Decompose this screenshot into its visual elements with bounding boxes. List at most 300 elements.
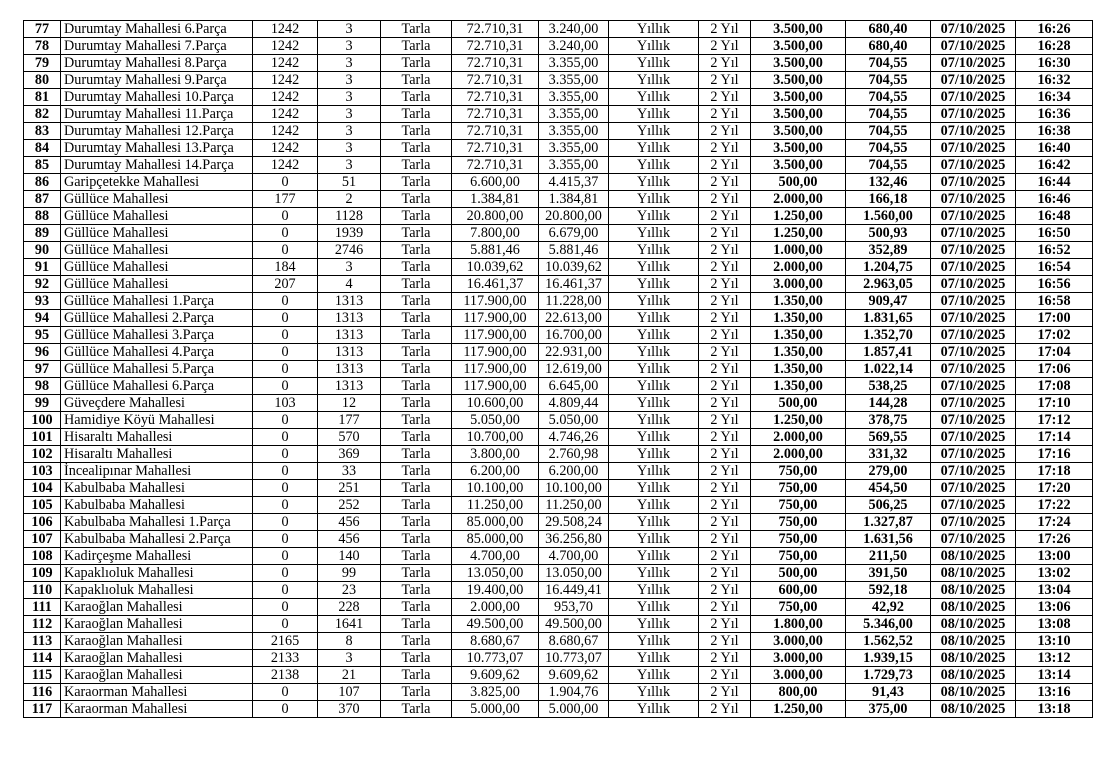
auction-date: 08/10/2025: [931, 684, 1016, 701]
parcel-number: 456: [318, 531, 381, 548]
lease-type: Yıllık: [609, 157, 699, 174]
lease-area: 8.680,67: [539, 633, 609, 650]
auction-time: 16:28: [1016, 38, 1093, 55]
lease-area: 6.645,00: [539, 378, 609, 395]
table-row: [24, 531, 1093, 548]
estimated-price: 1.022,14: [846, 361, 931, 378]
lease-duration: 2 Yıl: [699, 684, 751, 701]
land-type: Tarla: [381, 327, 452, 344]
row-number: 79: [24, 55, 61, 72]
block-number: 0: [253, 480, 318, 497]
auction-time: 13:10: [1016, 633, 1093, 650]
block-number: 1242: [253, 55, 318, 72]
unit-price: 1.350,00: [751, 327, 846, 344]
unit-price: 750,00: [751, 599, 846, 616]
parcel-number: 4: [318, 276, 381, 293]
parcel-number: 12: [318, 395, 381, 412]
lease-duration: 2 Yıl: [699, 55, 751, 72]
neighborhood-name: Karaoğlan Mahallesi: [61, 616, 253, 633]
lease-area: 12.619,00: [539, 361, 609, 378]
land-type: Tarla: [381, 514, 452, 531]
estimated-price: 538,25: [846, 378, 931, 395]
table-row: [24, 412, 1093, 429]
lease-duration: 2 Yıl: [699, 106, 751, 123]
auction-time: 16:50: [1016, 225, 1093, 242]
land-type: Tarla: [381, 650, 452, 667]
table-row: [24, 157, 1093, 174]
block-number: 0: [253, 361, 318, 378]
deed-area: 11.250,00: [452, 497, 539, 514]
block-number: 0: [253, 208, 318, 225]
neighborhood-name: Hisaraltı Mahallesi: [61, 429, 253, 446]
auction-time: 17:06: [1016, 361, 1093, 378]
land-type: Tarla: [381, 531, 452, 548]
row-number: 97: [24, 361, 61, 378]
lease-type: Yıllık: [609, 497, 699, 514]
table-body: [24, 21, 1093, 718]
unit-price: 3.500,00: [751, 21, 846, 38]
auction-date: 07/10/2025: [931, 191, 1016, 208]
table-row: [24, 684, 1093, 701]
table-row: [24, 548, 1093, 565]
deed-area: 5.050,00: [452, 412, 539, 429]
lease-duration: 2 Yıl: [699, 174, 751, 191]
lease-type: Yıllık: [609, 89, 699, 106]
block-number: 1242: [253, 106, 318, 123]
row-number: 104: [24, 480, 61, 497]
neighborhood-name: Durumtay Mahallesi 6.Parça: [61, 21, 253, 38]
block-number: 0: [253, 599, 318, 616]
auction-date: 08/10/2025: [931, 633, 1016, 650]
block-number: 2138: [253, 667, 318, 684]
auction-date: 07/10/2025: [931, 395, 1016, 412]
auction-date: 08/10/2025: [931, 701, 1016, 718]
auction-date: 07/10/2025: [931, 497, 1016, 514]
parcel-number: 3: [318, 140, 381, 157]
table-row: [24, 616, 1093, 633]
lease-duration: 2 Yıl: [699, 582, 751, 599]
parcel-number: 3: [318, 259, 381, 276]
parcel-number: 3: [318, 157, 381, 174]
lease-duration: 2 Yıl: [699, 293, 751, 310]
lease-duration: 2 Yıl: [699, 378, 751, 395]
row-number: 101: [24, 429, 61, 446]
neighborhood-name: Güveçdere Mahallesi: [61, 395, 253, 412]
lease-type: Yıllık: [609, 667, 699, 684]
auction-time: 13:18: [1016, 701, 1093, 718]
lease-duration: 2 Yıl: [699, 514, 751, 531]
lease-type: Yıllık: [609, 191, 699, 208]
unit-price: 1.250,00: [751, 701, 846, 718]
unit-price: 3.500,00: [751, 72, 846, 89]
row-number: 88: [24, 208, 61, 225]
row-number: 84: [24, 140, 61, 157]
auction-date: 07/10/2025: [931, 327, 1016, 344]
lease-type: Yıllık: [609, 55, 699, 72]
auction-date: 07/10/2025: [931, 259, 1016, 276]
deed-area: 10.100,00: [452, 480, 539, 497]
row-number: 94: [24, 310, 61, 327]
auction-time: 13:08: [1016, 616, 1093, 633]
neighborhood-name: Durumtay Mahallesi 9.Parça: [61, 72, 253, 89]
lease-duration: 2 Yıl: [699, 599, 751, 616]
lease-duration: 2 Yıl: [699, 191, 751, 208]
lease-type: Yıllık: [609, 378, 699, 395]
neighborhood-name: Güllüce Mahallesi: [61, 259, 253, 276]
block-number: 2165: [253, 633, 318, 650]
auction-date: 07/10/2025: [931, 514, 1016, 531]
lease-duration: 2 Yıl: [699, 310, 751, 327]
auction-date: 07/10/2025: [931, 106, 1016, 123]
auction-date: 07/10/2025: [931, 89, 1016, 106]
estimated-price: 1.352,70: [846, 327, 931, 344]
land-type: Tarla: [381, 191, 452, 208]
block-number: 0: [253, 582, 318, 599]
block-number: 184: [253, 259, 318, 276]
deed-area: 72.710,31: [452, 55, 539, 72]
deed-area: 117.900,00: [452, 361, 539, 378]
block-number: 0: [253, 174, 318, 191]
deed-area: 13.050,00: [452, 565, 539, 582]
lease-duration: 2 Yıl: [699, 650, 751, 667]
deed-area: 72.710,31: [452, 140, 539, 157]
auction-time: 16:42: [1016, 157, 1093, 174]
lease-area: 16.461,37: [539, 276, 609, 293]
neighborhood-name: Kadirçeşme Mahallesi: [61, 548, 253, 565]
lease-type: Yıllık: [609, 344, 699, 361]
lease-duration: 2 Yıl: [699, 89, 751, 106]
lease-duration: 2 Yıl: [699, 531, 751, 548]
lease-type: Yıllık: [609, 548, 699, 565]
row-number: 109: [24, 565, 61, 582]
lease-type: Yıllık: [609, 531, 699, 548]
lease-area: 9.609,62: [539, 667, 609, 684]
block-number: 1242: [253, 21, 318, 38]
parcel-number: 1313: [318, 344, 381, 361]
lease-type: Yıllık: [609, 412, 699, 429]
neighborhood-name: Karaoğlan Mahallesi: [61, 633, 253, 650]
lease-duration: 2 Yıl: [699, 38, 751, 55]
neighborhood-name: Güllüce Mahallesi 2.Parça: [61, 310, 253, 327]
lease-duration: 2 Yıl: [699, 565, 751, 582]
parcel-number: 1128: [318, 208, 381, 225]
neighborhood-name: İncealipınar Mahallesi: [61, 463, 253, 480]
block-number: 0: [253, 293, 318, 310]
auction-date: 07/10/2025: [931, 157, 1016, 174]
neighborhood-name: Güllüce Mahallesi: [61, 276, 253, 293]
auction-date: 08/10/2025: [931, 616, 1016, 633]
land-type: Tarla: [381, 701, 452, 718]
deed-area: 6.600,00: [452, 174, 539, 191]
lease-duration: 2 Yıl: [699, 21, 751, 38]
parcel-number: 252: [318, 497, 381, 514]
table-row: [24, 446, 1093, 463]
table-row: [24, 38, 1093, 55]
lease-area: 11.250,00: [539, 497, 609, 514]
estimated-price: 454,50: [846, 480, 931, 497]
lease-type: Yıllık: [609, 21, 699, 38]
table-row: [24, 514, 1093, 531]
parcel-number: 23: [318, 582, 381, 599]
neighborhood-name: Hisaraltı Mahallesi: [61, 446, 253, 463]
lease-duration: 2 Yıl: [699, 429, 751, 446]
table-row: [24, 378, 1093, 395]
lease-area: 6.200,00: [539, 463, 609, 480]
lease-type: Yıllık: [609, 463, 699, 480]
lease-area: 10.100,00: [539, 480, 609, 497]
parcel-number: 21: [318, 667, 381, 684]
estimated-price: 704,55: [846, 55, 931, 72]
auction-time: 16:54: [1016, 259, 1093, 276]
deed-area: 49.500,00: [452, 616, 539, 633]
table-row: [24, 667, 1093, 684]
row-number: 102: [24, 446, 61, 463]
land-type: Tarla: [381, 174, 452, 191]
unit-price: 1.350,00: [751, 361, 846, 378]
lease-area: 10.773,07: [539, 650, 609, 667]
lease-type: Yıllık: [609, 701, 699, 718]
auction-time: 16:34: [1016, 89, 1093, 106]
deed-area: 2.000,00: [452, 599, 539, 616]
deed-area: 72.710,31: [452, 72, 539, 89]
estimated-price: 391,50: [846, 565, 931, 582]
table-row: [24, 395, 1093, 412]
estimated-price: 704,55: [846, 72, 931, 89]
auction-date: 07/10/2025: [931, 378, 1016, 395]
row-number: 89: [24, 225, 61, 242]
deed-area: 5.000,00: [452, 701, 539, 718]
deed-area: 72.710,31: [452, 38, 539, 55]
lease-type: Yıllık: [609, 395, 699, 412]
land-type: Tarla: [381, 684, 452, 701]
lease-duration: 2 Yıl: [699, 616, 751, 633]
auction-time: 13:16: [1016, 684, 1093, 701]
deed-area: 72.710,31: [452, 89, 539, 106]
land-type: Tarla: [381, 565, 452, 582]
lease-area: 3.355,00: [539, 89, 609, 106]
lease-area: 20.800,00: [539, 208, 609, 225]
table-row: [24, 310, 1093, 327]
estimated-price: 144,28: [846, 395, 931, 412]
table-row: [24, 89, 1093, 106]
lease-duration: 2 Yıl: [699, 157, 751, 174]
lease-area: 1.384,81: [539, 191, 609, 208]
land-type: Tarla: [381, 344, 452, 361]
lease-area: 3.355,00: [539, 72, 609, 89]
unit-price: 1.350,00: [751, 310, 846, 327]
row-number: 117: [24, 701, 61, 718]
unit-price: 600,00: [751, 582, 846, 599]
land-type: Tarla: [381, 293, 452, 310]
deed-area: 3.825,00: [452, 684, 539, 701]
auction-time: 17:10: [1016, 395, 1093, 412]
deed-area: 5.881,46: [452, 242, 539, 259]
lease-type: Yıllık: [609, 106, 699, 123]
land-type: Tarla: [381, 548, 452, 565]
auction-time: 17:22: [1016, 497, 1093, 514]
estimated-price: 42,92: [846, 599, 931, 616]
estimated-price: 569,55: [846, 429, 931, 446]
estimated-price: 331,32: [846, 446, 931, 463]
lease-type: Yıllık: [609, 361, 699, 378]
lease-duration: 2 Yıl: [699, 463, 751, 480]
row-number: 87: [24, 191, 61, 208]
parcel-number: 3: [318, 38, 381, 55]
neighborhood-name: Karaoğlan Mahallesi: [61, 599, 253, 616]
unit-price: 500,00: [751, 395, 846, 412]
lease-area: 22.931,00: [539, 344, 609, 361]
auction-date: 07/10/2025: [931, 55, 1016, 72]
row-number: 80: [24, 72, 61, 89]
auction-date: 07/10/2025: [931, 242, 1016, 259]
neighborhood-name: Durumtay Mahallesi 7.Parça: [61, 38, 253, 55]
lease-type: Yıllık: [609, 72, 699, 89]
neighborhood-name: Güllüce Mahallesi 3.Parça: [61, 327, 253, 344]
auction-time: 16:38: [1016, 123, 1093, 140]
table-row: [24, 497, 1093, 514]
lease-area: 16.449,41: [539, 582, 609, 599]
lease-duration: 2 Yıl: [699, 395, 751, 412]
estimated-price: 1.857,41: [846, 344, 931, 361]
table-row: [24, 599, 1093, 616]
table-row: [24, 208, 1093, 225]
table-row: [24, 72, 1093, 89]
row-number: 103: [24, 463, 61, 480]
parcel-number: 370: [318, 701, 381, 718]
table-row: [24, 55, 1093, 72]
lease-area: 13.050,00: [539, 565, 609, 582]
row-number: 83: [24, 123, 61, 140]
block-number: 0: [253, 548, 318, 565]
lease-area: 36.256,80: [539, 531, 609, 548]
auction-time: 13:14: [1016, 667, 1093, 684]
table-row: [24, 174, 1093, 191]
auction-time: 16:48: [1016, 208, 1093, 225]
unit-price: 1.000,00: [751, 242, 846, 259]
unit-price: 3.500,00: [751, 38, 846, 55]
lease-duration: 2 Yıl: [699, 208, 751, 225]
neighborhood-name: Güllüce Mahallesi: [61, 191, 253, 208]
lease-duration: 2 Yıl: [699, 344, 751, 361]
neighborhood-name: Güllüce Mahallesi 4.Parça: [61, 344, 253, 361]
table-row: [24, 21, 1093, 38]
neighborhood-name: Kabulbaba Mahallesi: [61, 480, 253, 497]
unit-price: 3.000,00: [751, 633, 846, 650]
lease-area: 3.355,00: [539, 157, 609, 174]
unit-price: 3.500,00: [751, 55, 846, 72]
table-row: [24, 259, 1093, 276]
lease-type: Yıllık: [609, 616, 699, 633]
parcel-number: 99: [318, 565, 381, 582]
unit-price: 750,00: [751, 514, 846, 531]
estimated-price: 1.327,87: [846, 514, 931, 531]
deed-area: 85.000,00: [452, 531, 539, 548]
estimated-price: 1.631,56: [846, 531, 931, 548]
row-number: 78: [24, 38, 61, 55]
row-number: 81: [24, 89, 61, 106]
parcel-number: 570: [318, 429, 381, 446]
block-number: 0: [253, 412, 318, 429]
auction-date: 07/10/2025: [931, 123, 1016, 140]
lease-area: 3.355,00: [539, 106, 609, 123]
row-number: 85: [24, 157, 61, 174]
unit-price: 500,00: [751, 174, 846, 191]
land-type: Tarla: [381, 412, 452, 429]
parcel-number: 1641: [318, 616, 381, 633]
estimated-price: 704,55: [846, 89, 931, 106]
lease-area: 5.881,46: [539, 242, 609, 259]
auction-date: 08/10/2025: [931, 565, 1016, 582]
row-number: 93: [24, 293, 61, 310]
neighborhood-name: Durumtay Mahallesi 11.Parça: [61, 106, 253, 123]
auction-date: 07/10/2025: [931, 276, 1016, 293]
deed-area: 16.461,37: [452, 276, 539, 293]
table-row: [24, 140, 1093, 157]
auction-time: 17:00: [1016, 310, 1093, 327]
table-row: [24, 225, 1093, 242]
unit-price: 1.250,00: [751, 412, 846, 429]
auction-time: 13:06: [1016, 599, 1093, 616]
deed-area: 72.710,31: [452, 106, 539, 123]
estimated-price: 211,50: [846, 548, 931, 565]
lease-type: Yıllık: [609, 276, 699, 293]
neighborhood-name: Durumtay Mahallesi 8.Parça: [61, 55, 253, 72]
auction-time: 17:12: [1016, 412, 1093, 429]
deed-area: 9.609,62: [452, 667, 539, 684]
table-row: [24, 565, 1093, 582]
land-type: Tarla: [381, 599, 452, 616]
lease-type: Yıllık: [609, 480, 699, 497]
unit-price: 750,00: [751, 463, 846, 480]
land-type: Tarla: [381, 497, 452, 514]
auction-date: 07/10/2025: [931, 38, 1016, 55]
deed-area: 1.384,81: [452, 191, 539, 208]
lease-type: Yıllık: [609, 446, 699, 463]
deed-area: 117.900,00: [452, 310, 539, 327]
neighborhood-name: Karaoğlan Mahallesi: [61, 650, 253, 667]
table-row: [24, 361, 1093, 378]
deed-area: 10.700,00: [452, 429, 539, 446]
unit-price: 800,00: [751, 684, 846, 701]
land-type: Tarla: [381, 667, 452, 684]
parcel-number: 1313: [318, 361, 381, 378]
deed-area: 20.800,00: [452, 208, 539, 225]
land-type: Tarla: [381, 242, 452, 259]
unit-price: 2.000,00: [751, 191, 846, 208]
estimated-price: 132,46: [846, 174, 931, 191]
deed-area: 85.000,00: [452, 514, 539, 531]
block-number: 1242: [253, 89, 318, 106]
unit-price: 1.250,00: [751, 208, 846, 225]
block-number: 0: [253, 616, 318, 633]
lease-area: 49.500,00: [539, 616, 609, 633]
land-type: Tarla: [381, 72, 452, 89]
land-type: Tarla: [381, 446, 452, 463]
lease-duration: 2 Yıl: [699, 242, 751, 259]
auction-time: 13:02: [1016, 565, 1093, 582]
lease-type: Yıllık: [609, 242, 699, 259]
unit-price: 1.800,00: [751, 616, 846, 633]
deed-area: 7.800,00: [452, 225, 539, 242]
land-type: Tarla: [381, 106, 452, 123]
estimated-price: 592,18: [846, 582, 931, 599]
estimated-price: 91,43: [846, 684, 931, 701]
deed-area: 72.710,31: [452, 123, 539, 140]
neighborhood-name: Hamidiye Köyü Mahallesi: [61, 412, 253, 429]
lease-area: 5.050,00: [539, 412, 609, 429]
unit-price: 750,00: [751, 480, 846, 497]
auction-time: 17:24: [1016, 514, 1093, 531]
